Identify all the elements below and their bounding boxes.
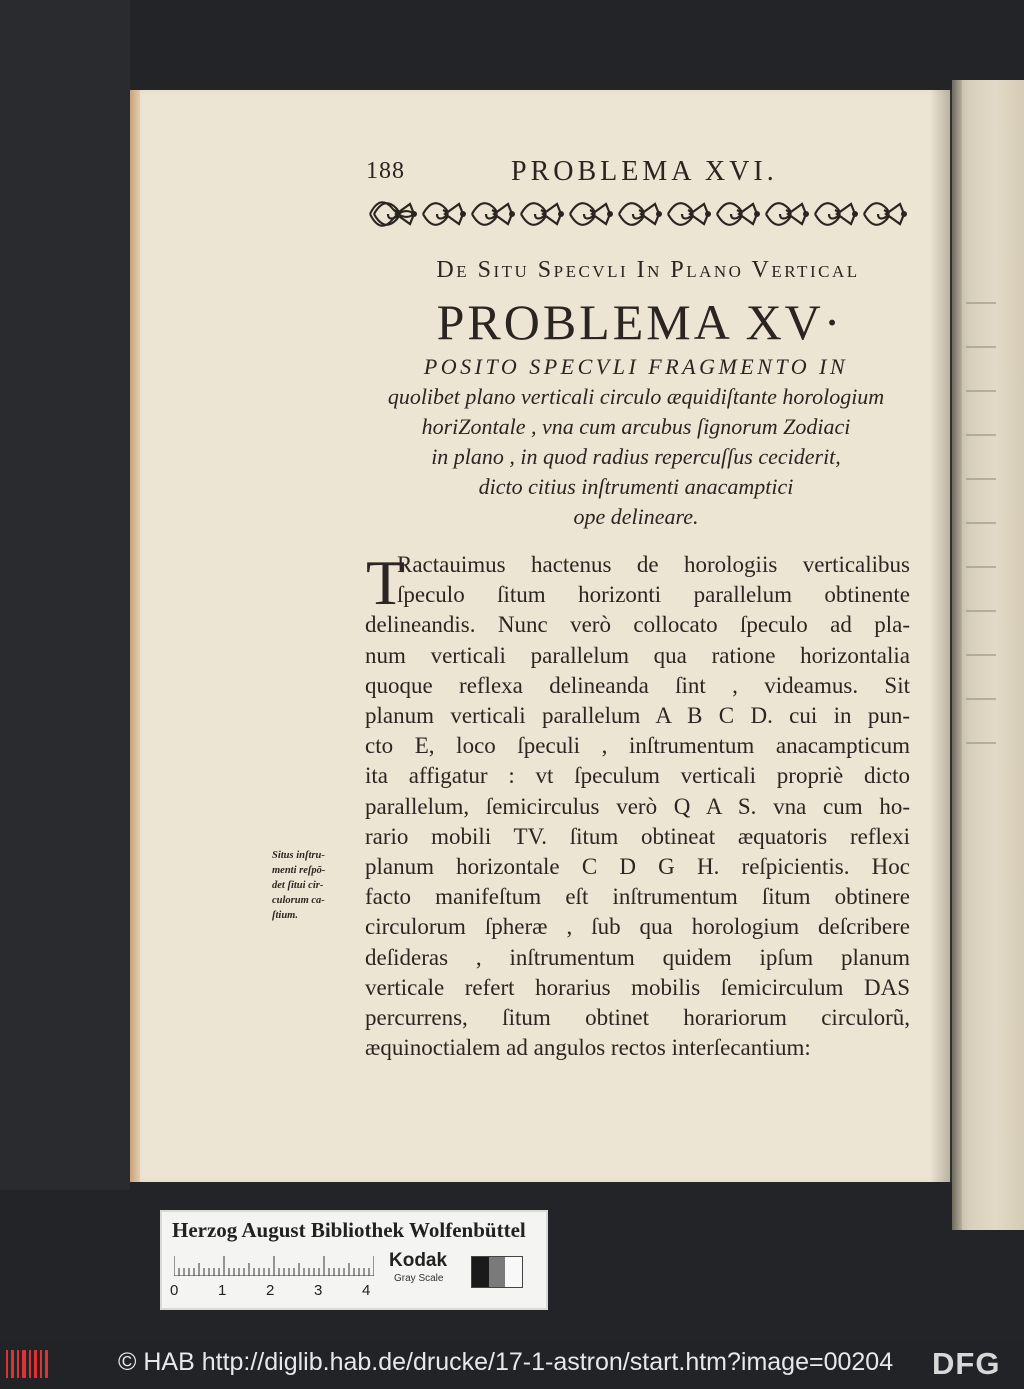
problem-title: PROBLEMA XV· xyxy=(436,294,844,350)
adjacent-page-text-fragments xyxy=(966,260,1022,744)
problem-statement-line: quolibet plano verticali circulo æquidiſtante horologium xyxy=(387,384,885,409)
gray-swatches xyxy=(471,1256,523,1288)
section-heading: De Situ Specvli In Plano Vertical xyxy=(436,257,860,283)
body-line: ita affigatur : vt ſpeculum verticali propriè dicto xyxy=(365,763,910,789)
dfg-logo: DFG xyxy=(932,1346,1001,1381)
problem-statement-line: ope delineare. xyxy=(573,504,699,529)
marginal-note-line: Situs inſtru- xyxy=(272,850,325,861)
running-title: PROBLEMA XVI. xyxy=(511,156,778,187)
problem-statement-line: dicto citius inſtrumenti anacamptici xyxy=(478,474,794,499)
body-line: cto E, loco ſpeculi , inſtrumentum anacampticum xyxy=(365,733,910,759)
ruler-number: 2 xyxy=(266,1282,275,1299)
body-line: circulorum ſpheræ , ſub qua horologium deſcribere xyxy=(365,914,910,940)
body-line: facto manifeſtum eſt inſtrumentum ſitum obtinere xyxy=(365,884,910,910)
problem-statement xyxy=(356,352,916,532)
body-line: rario mobili TV. ſitum obtineat æquatoris reflexi xyxy=(365,823,910,849)
drop-cap: T xyxy=(366,547,406,618)
ruler-number: 1 xyxy=(218,1282,227,1299)
problem-statement-line: POSITO SPECVLI FRAGMENTO IN xyxy=(423,354,849,379)
adjacent-page xyxy=(952,80,1024,1230)
barcode-icon xyxy=(6,1350,48,1378)
swatch-white xyxy=(505,1257,522,1287)
marginal-note xyxy=(272,848,354,923)
problem-statement-line: in plano , in quod radius repercuſſus ceciderit, xyxy=(431,444,841,469)
adjacent-page-gutter xyxy=(952,80,962,1230)
body-line: æquinoctialem ad angulos rectos interſecantium: xyxy=(365,1035,811,1061)
body-line: Ractauimus hactenus de horologiis verticalibus xyxy=(397,552,910,577)
footer-bar xyxy=(0,1340,1024,1389)
copyright-link[interactable]: © HAB http://diglib.hab.de/drucke/17-1-astron/start.htm?image=00204 xyxy=(118,1348,894,1376)
body-line: delineandis. Nunc verò collocato ſpeculo ad pla- xyxy=(365,612,910,638)
swatch-black xyxy=(472,1257,489,1287)
body-line: deſideras , inſtrumentum quidem ipſum planum xyxy=(365,944,910,970)
body-line: planum verticali parallelum A B C D. cui in pun- xyxy=(365,703,910,729)
body-line: quoque reflexa delineanda ſint , videamus. Sit xyxy=(365,672,910,698)
body-line: parallelum, ſemicirculus verò Q A S. vna cum ho- xyxy=(365,793,910,819)
ornamental-border xyxy=(366,188,912,240)
body-line: ſpeculo ſitum horizonti parallelum obtinente xyxy=(397,582,910,608)
body-line: percurrens, ſitum obtinet horariorum circulorũ, xyxy=(365,1005,910,1031)
problem-statement-line: horiZontale , vna cum arcubus ſignorum Zodiaci xyxy=(421,414,851,439)
marginal-note-line: menti reſpō- xyxy=(272,865,326,876)
body-line: planum horizontale C D G H. reſpicientis. Hoc xyxy=(365,854,910,880)
ruler-number: 0 xyxy=(170,1282,179,1299)
body-line: verticale refert horarius mobilis ſemicirculum DAS xyxy=(365,974,910,1000)
color-calibration-card xyxy=(160,1210,548,1310)
grayscale-label: Gray Scale xyxy=(394,1273,444,1284)
card-title: Herzog August Bibliothek Wolfenbüttel xyxy=(172,1218,526,1242)
body-text xyxy=(365,547,910,1063)
marginal-note-line: ſtium. xyxy=(272,910,298,921)
running-head xyxy=(366,156,796,192)
marginal-note-line: det ſitui cir- xyxy=(272,880,324,891)
marginal-note-line: culorum ca- xyxy=(272,895,325,906)
ruler-scale xyxy=(174,1256,374,1276)
page-number: 188 xyxy=(366,158,405,184)
page-gutter-shade xyxy=(930,90,952,1182)
scanner-background-left xyxy=(0,0,130,1190)
kodak-label: Kodak xyxy=(389,1250,448,1271)
swatch-gray xyxy=(489,1257,506,1287)
page-edge xyxy=(130,90,140,1182)
body-line: num verticali parallelum qua ratione horizontalia xyxy=(365,642,910,668)
ruler-number: 4 xyxy=(362,1282,371,1299)
ruler-number: 3 xyxy=(314,1282,323,1299)
